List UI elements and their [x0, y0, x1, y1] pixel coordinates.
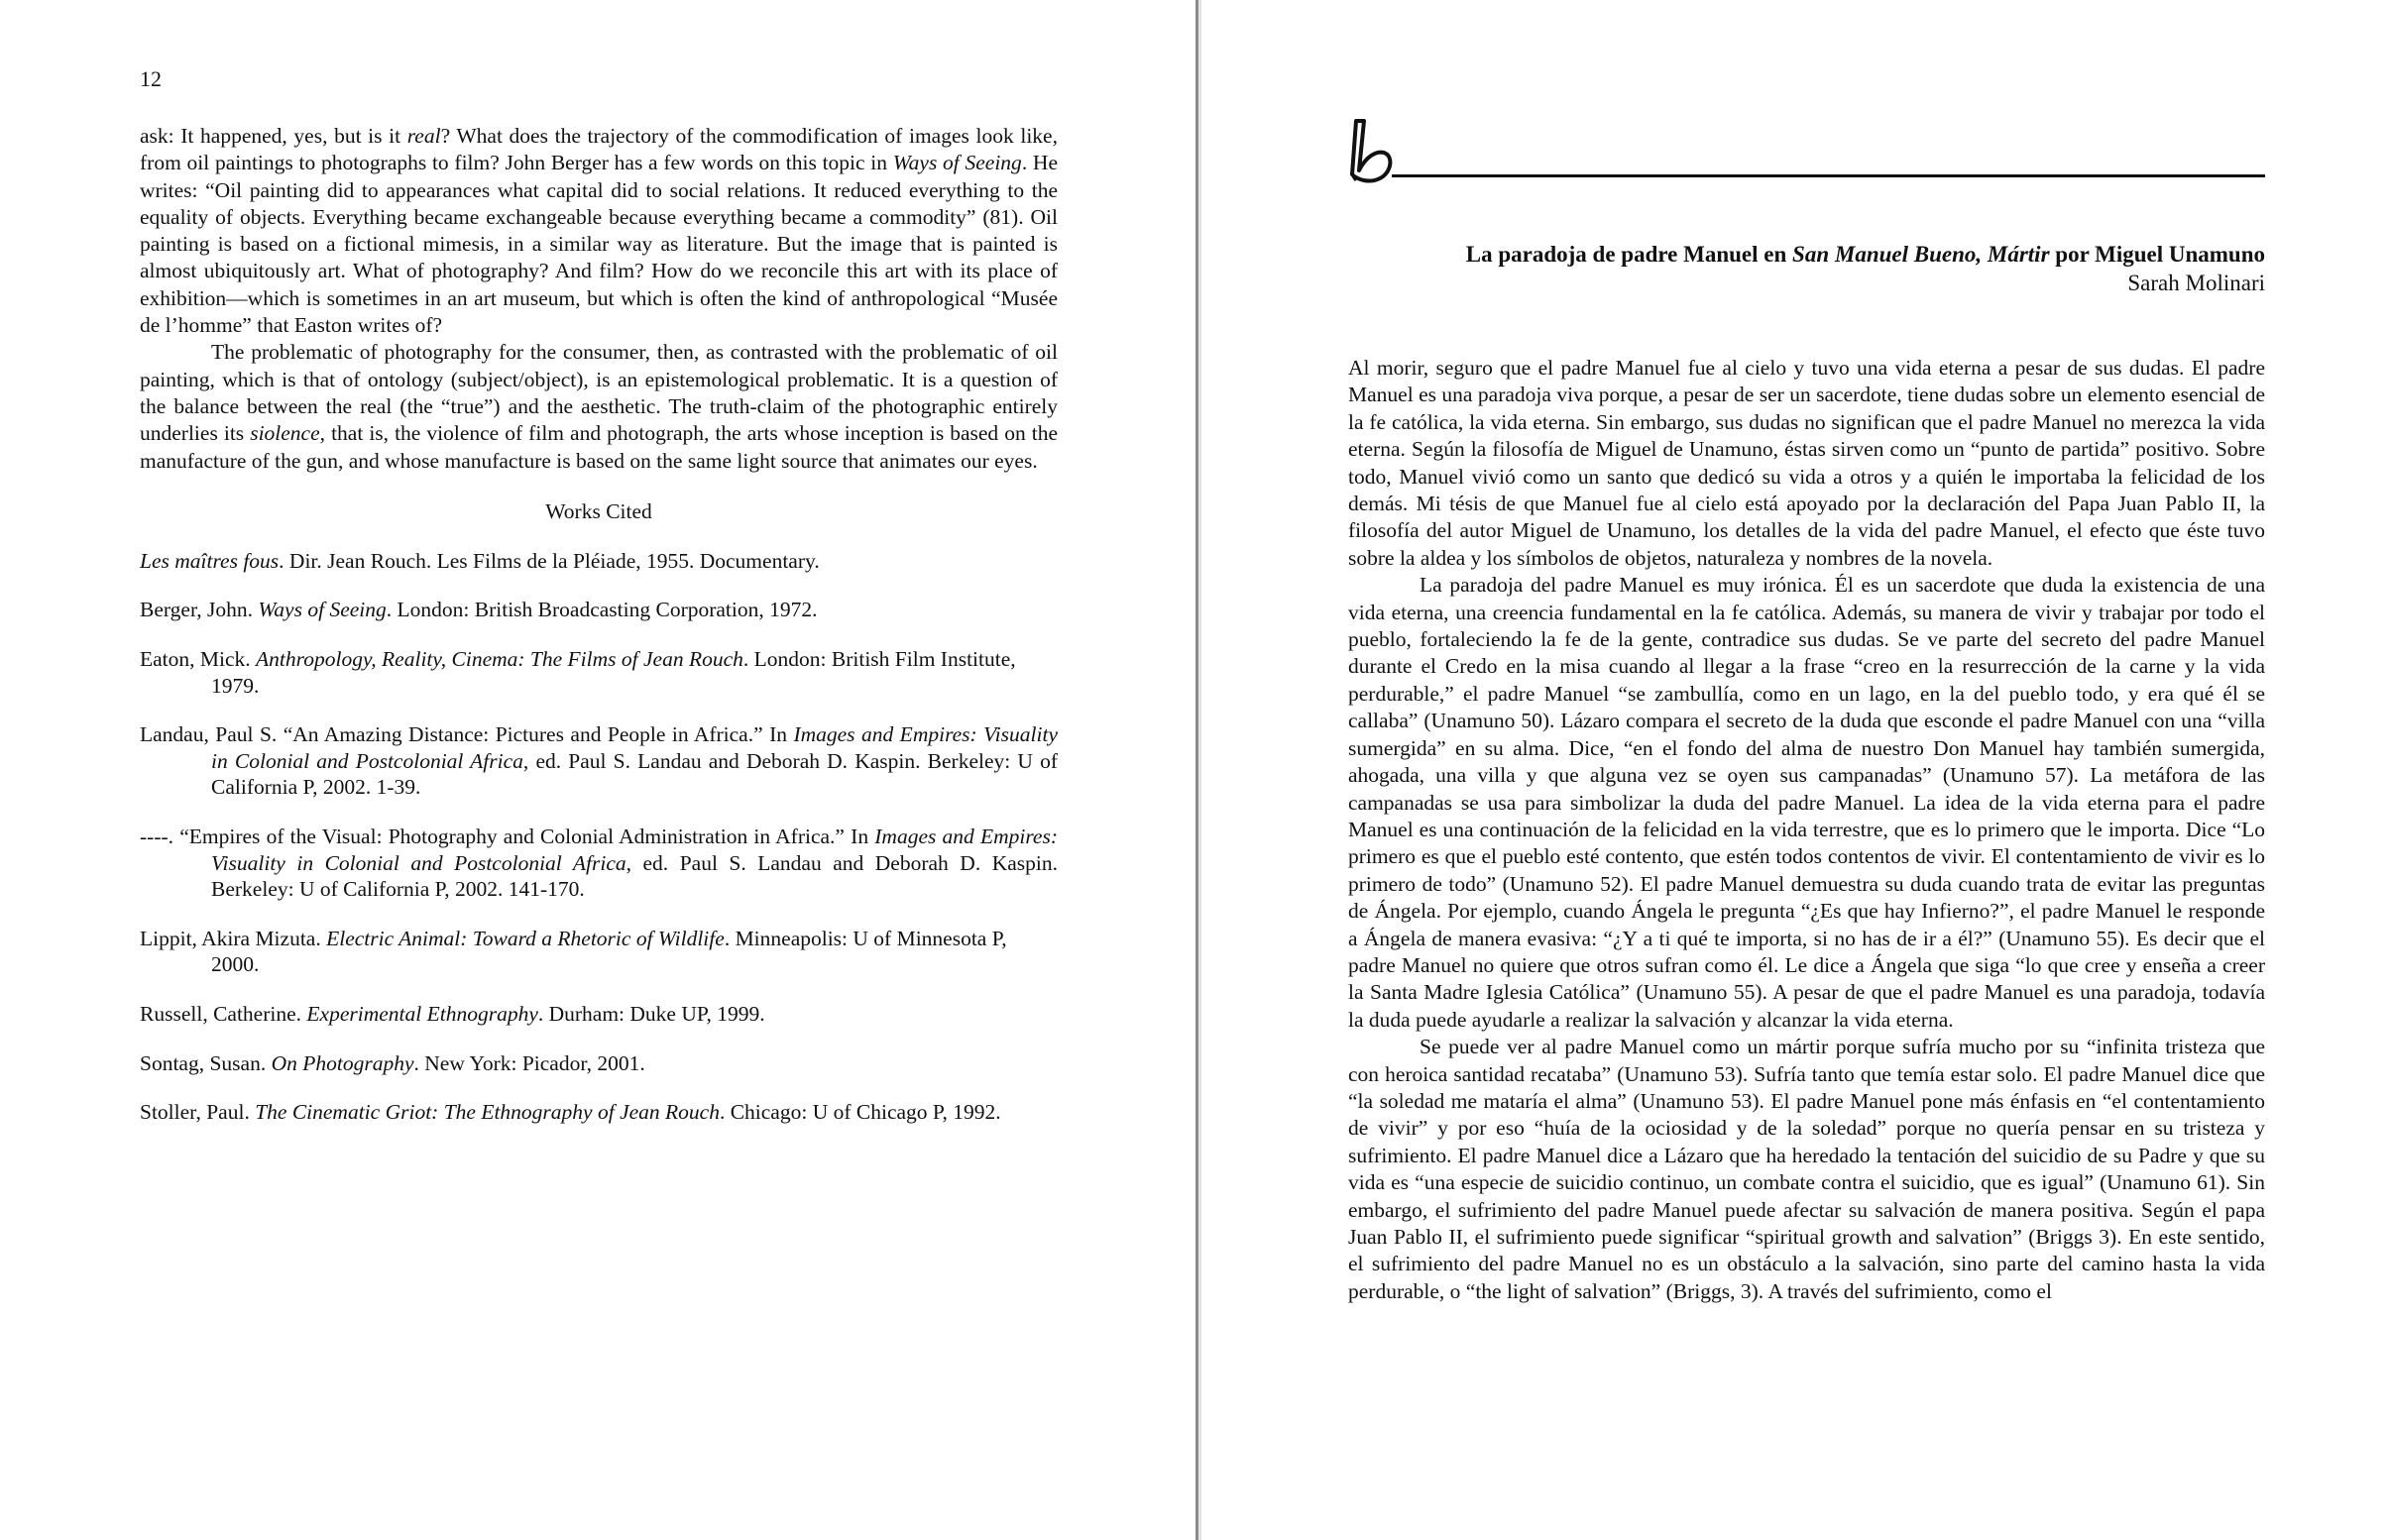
text-run: ? What does the trajectory of the commodification of images look like, from oil paintings to photographs to film? John Berger has a few words on this topic in	[140, 124, 1058, 175]
article-author: Sarah Molinari	[2127, 271, 2265, 295]
text-run: , that is, the violence of film and photograph, the arts whose inception is based on the manufacture of the gun, and whose manufacture is based on the same light source that animates our eyes.	[140, 421, 1058, 473]
citation-entry	[140, 721, 1058, 801]
text-run: ----. “Empires of the Visual: Photography and Colonial Administration in Africa.” In	[140, 825, 875, 849]
citation-entry	[140, 1099, 1058, 1126]
text-run: Sontag, Susan.	[140, 1050, 272, 1075]
text-run: . New York: Picador, 2001.	[413, 1050, 645, 1075]
header-rule	[1392, 174, 2265, 177]
body-paragraph	[140, 123, 1058, 339]
text-run: , ed. Paul S. Landau and Deborah D. Kaspin. Berkeley: U of California P, 2002. 141-170.	[211, 850, 1058, 902]
italic-title-run: On Photography	[271, 1050, 414, 1075]
italic-title-run: Les maîtres fous	[140, 548, 280, 573]
italic-title-run: San Manuel Bueno, Mártir	[1792, 242, 2050, 267]
text-run: Landau, Paul S. “An Amazing Distance: Pictures and People in Africa.” In	[140, 722, 794, 747]
text-run: Stoller, Paul.	[140, 1100, 256, 1125]
text-run: Berger, John.	[140, 598, 259, 622]
text-run: . Minneapolis: U of Minnesota P, 2000.	[211, 926, 1007, 977]
italic-title-run: Electric Animal: Toward a Rhetoric of Wildlife	[326, 926, 725, 950]
citation-entry	[140, 824, 1058, 903]
essay-text	[140, 123, 1058, 475]
citation-entry	[140, 548, 1058, 575]
article-title	[1348, 240, 2265, 269]
text-run: por Miguel Unamuno	[2049, 242, 2265, 267]
text-run: . He writes: “Oil painting did to appearances what capital did to social relations. It reduced everything to the equality of objects. Everything became exchangeable because everything became a commodity” (81). Oil painting is based on a fictional mimesis, in a similar way as literature. But the image that is painted is almost ubiquitously art. What of photography? And film? How do we reconcile this art with its place of exhibition—which is sometimes in an art museum, but which is often the kind of anthropological “Musée de l’homme” that Easton writes of?	[140, 151, 1058, 338]
italic-title-run: Anthropology, Reality, Cinema: The Films of Jean Rouch	[256, 647, 743, 672]
journal-logo-icon	[1342, 115, 1402, 194]
italic-title-run: Images and Empires: Visuality in Colonial and Postcolonial Africa	[211, 825, 1058, 875]
body-paragraph	[1348, 572, 2265, 1034]
text-run: Al morir, seguro que el padre Manuel fue al cielo y tuvo una vida eterna a pesar de sus dudas. El padre Manuel es una paradoja viva porque, a pesar de ser un sacerdote, tiene dudas sobre un elemento esencial de la fe católica, la vida eterna. Sin embargo, sus dudas no significan que el padre Manuel no merezca la vida eterna. Según la filosofía de Miguel de Unamuno, éstas sirven como un “punto de partida” positivo. Sobre todo, Manuel vivió como un santo que dedicó su vida a otros y a quién le importaba la felicidad de los demás. Mi tésis de que Manuel fue al cielo está apoyado por la declaración del Papa Juan Pablo II, la filosofía del autor Miguel de Unamuno, los detalles de la vida del padre Manuel, el efecto que éste tuvo sobre la aldea y los símbolos de objetos, naturaleza y nombres de la novela.	[1348, 356, 2265, 570]
body-paragraph	[1348, 355, 2265, 572]
text-run: . London: British Broadcasting Corporation, 1972.	[386, 598, 818, 622]
left-page-body	[140, 123, 1058, 1149]
works-cited-heading: Works Cited	[545, 498, 652, 523]
page-number: 12	[140, 66, 162, 91]
citation-entry	[140, 1050, 1058, 1077]
works-cited-list	[140, 548, 1058, 1126]
text-run: La paradoja de padre Manuel en	[1465, 242, 1793, 267]
citation-entry	[140, 1001, 1058, 1028]
text-run: . Durham: Duke UP, 1999.	[537, 1001, 765, 1026]
body-paragraph	[140, 339, 1058, 474]
italic-title-run: Ways of Seeing	[258, 598, 387, 622]
text-run: . Dir. Jean Rouch. Les Films de la Pléiade, 1955. Documentary.	[279, 548, 820, 573]
right-page-body	[1348, 355, 2265, 1305]
citation-entry	[140, 597, 1058, 623]
citation-entry	[140, 926, 1058, 978]
text-run: Se puede ver al padre Manuel como un mártir porque sufría mucho por su “infinita tristeza que con heroica santidad recataba” (Unamuno 53). Sufría tanto que temía estar solo. El padre Manuel dice que “la soledad me mataría el alma” (Unamuno 53). El padre Manuel pone más énfasis en “el contentamiento de vivir” y por eso “huía de la ociosidad y de la soledad” porque no quería pensar en su tristeza y sufrimiento. El padre Manuel dice a Lázaro que ha heredado la tentación del suicidio de su Padre y que su vida es “una especie de suicidio continuo, un combate contra el suicidio, que es igual” (Unamuno 61). Sin embargo, el sufrimiento del padre Manuel puede afectar su salvación de manera positiva. Según el papa Juan Pablo II, el sufrimiento puede significar “spiritual growth and salvation” (Briggs 3). En este sentido, el sufrimiento del padre Manuel no es un obstáculo a la salvación, sino parte del camino hasta la vida perdurable, o “the light of salvation” (Briggs, 3). A través del sufrimiento, como el	[1348, 1035, 2265, 1303]
citation-entry	[140, 646, 1058, 699]
italic-title-run: Experimental Ethnography	[306, 1001, 538, 1026]
italic-title-run: Images and Empires: Visuality in Colonial and Postcolonial Africa	[211, 722, 1058, 773]
text-run: ask: It happened, yes, but is it	[140, 124, 407, 148]
text-run: Lippit, Akira Mizuta.	[140, 926, 327, 950]
body-paragraph	[1348, 1034, 2265, 1305]
text-run: . London: British Film Institute, 1979.	[211, 647, 1016, 698]
text-run: Eaton, Mick.	[140, 647, 257, 672]
right-page	[1201, 0, 2389, 1540]
text-run: The problematic of photography for the consumer, then, as contrasted with the problematic of oil painting, which is that of ontology (subject/object), is an epistemological problematic. It is a question of the balance between the real (the “true”) and the aesthetic. The truth-claim of the photographic entirely underlies its	[140, 340, 1058, 446]
italic-title-run: real	[406, 124, 441, 148]
italic-title-run: Ways of Seeing	[892, 151, 1022, 175]
text-run: La paradoja del padre Manuel es muy irónica. Él es un sacerdote que duda la existencia de una vida eterna, una creencia fundamental en la fe católica. Además, su manera de vivir y trabajar por todo el pueblo, fortaleciendo la fe de la gente, contradice sus dudas. Se ve parte del secreto del padre Manuel durante el Credo en la misa cuando al llegar a la frase “creo en la resurrección de la carne y la vida perdurable,” el padre Manuel “se zambullía, como en un lago, en la del pueblo todo, y era qué él se callaba” (Unamuno 50). Lázaro compara el secreto de la duda que esconde el padre Manuel con una “villa sumergida” en su alma. Dice, “en el fondo del alma de nuestro Don Manuel hay también sumergida, ahogada, una villa y que alguna vez se oyen sus campanadas” (Unamuno 57). La metáfora de las campanadas se usa para simbolizar la duda del padre Manuel. La idea de la vida eterna para el padre Manuel es una continuación de la felicidad en la vida terrestre, que es lo primero que le importa. Dice “Lo primero es que el pueblo esté contento, que estén todos contentos de vivir. El contentamiento de vivir es lo primero de todo” (Unamuno 52). El padre Manuel demuestra su duda cuando trata de evitar las preguntas de Ángela. Por ejemplo, cuando Ángela le pregunta “¿Es que hay Infierno?”, el padre Manuel le responde a Ángela de manera evasiva: “¿Y a ti qué te importa, si no has de ir a él?” (Unamuno 55). Es decir que el padre Manuel no quiere que otros sufran como él. Le dice a Ángela que siga “lo que cree y enseña a creer la Santa Madre Iglesia Católica” (Unamuno 55). A pesar de que el padre Manuel es una paradoja, todavía la duda puede ayudarle a realizar la salvación y alcanzar la vida eterna.	[1348, 573, 2265, 1032]
text-run: Russell, Catherine.	[140, 1001, 307, 1026]
italic-title-run: The Cinematic Griot: The Ethnography of Jean Rouch	[255, 1100, 720, 1125]
italic-title-run: siolence	[250, 421, 320, 446]
text-run: . Chicago: U of Chicago P, 1992.	[719, 1100, 1001, 1125]
text-run: , ed. Paul S. Landau and Deborah D. Kaspin. Berkeley: U of California P, 2002. 1-39.	[211, 748, 1058, 800]
